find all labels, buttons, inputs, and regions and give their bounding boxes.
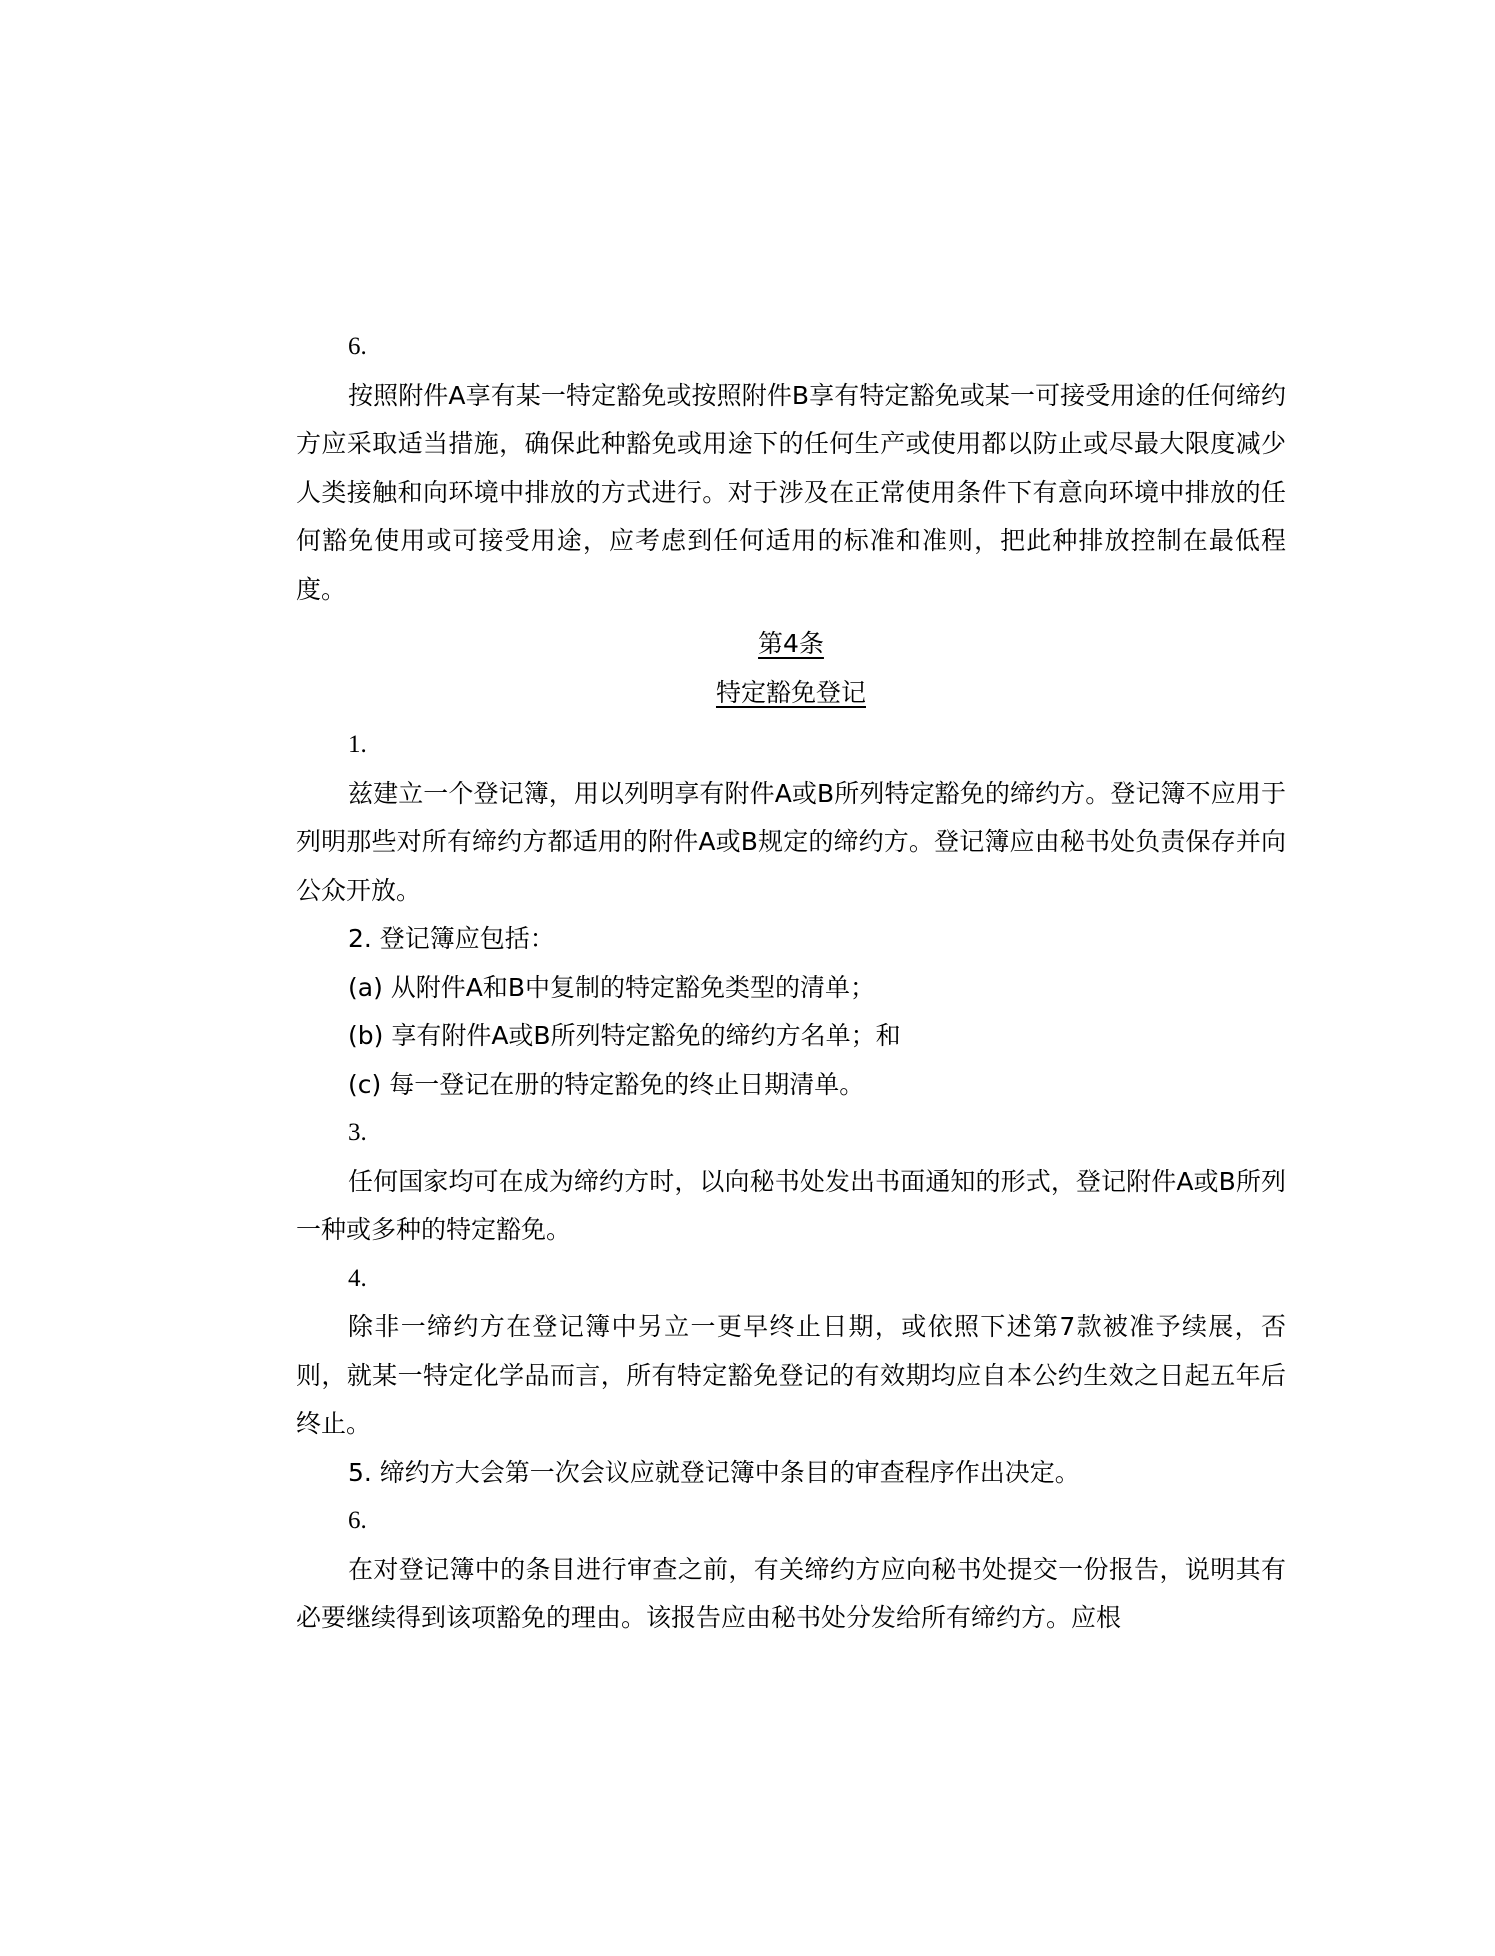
paragraph-number: 6.: [348, 1507, 367, 1534]
paragraph-number: 6.: [348, 333, 367, 360]
document-body: [296, 323, 1286, 1643]
paragraph-text: 任何国家均可在成为缔约方时，以向秘书处发出书面通知的形式，登记附件A或B所列一种或多种的特定豁免。: [296, 1166, 1286, 1244]
paragraph-text: 按照附件A享有某一特定豁免或按照附件B享有特定豁免或某一可接受用途的任何缔约方应采取适当措施，确保此种豁免或用途下的任何生产或使用都以防止或尽最大限度减少人类接触和向环境中排放的方式进行。对于涉及在正常使用条件下有意向环境中排放的任何豁免使用或可接受用途，应考虑到任何适用的标准和准则，把此种排放控制在最低程度。: [296, 380, 1286, 604]
paragraph-text: 在对登记簿中的条目进行审查之前，有关缔约方应向秘书处提交一份报告，说明其有必要继续得到该项豁免的理由。该报告应由秘书处分发给所有缔约方。应根: [296, 1554, 1286, 1632]
article-heading-text: 特定豁免登记: [715, 677, 866, 707]
paragraph-number: 4.: [348, 1264, 367, 1292]
article-heading: [296, 669, 1286, 718]
article-number-text: 第4条: [758, 629, 824, 658]
list-item: (b) 享有附件A或B所列特定豁免的缔约方名单；和: [348, 1021, 901, 1050]
paragraph-text: 兹建立一个登记簿，用以列明享有附件A或B所列特定豁免的缔约方。登记簿不应用于列明那些对所有缔约方都适用的附件A或B规定的缔约方。登记簿应由秘书处负责保存并向公众开放。: [296, 778, 1286, 905]
article-number-title: [296, 620, 1286, 669]
list-item: (c) 每一登记在册的特定豁免的终止日期清单。: [348, 1069, 865, 1099]
paragraph-text: 除非一缔约方在登记簿中另立一更早终止日期，或依照下述第7款被准予续展，否则，就某一特定化学品而言，所有特定豁免登记的有效期均应自本公约生效之日起五年后终止。: [296, 1312, 1286, 1438]
paragraph-text: 5. 缔约方大会第一次会议应就登记簿中条目的审查程序作出决定。: [348, 1457, 1080, 1487]
paragraph-intro: 2. 登记簿应包括：: [348, 924, 555, 953]
paragraph-number: 1.: [348, 731, 367, 758]
paragraph-number: 3.: [348, 1119, 367, 1146]
list-item: (a) 从附件A和B中复制的特定豁免类型的清单；: [348, 972, 876, 1002]
